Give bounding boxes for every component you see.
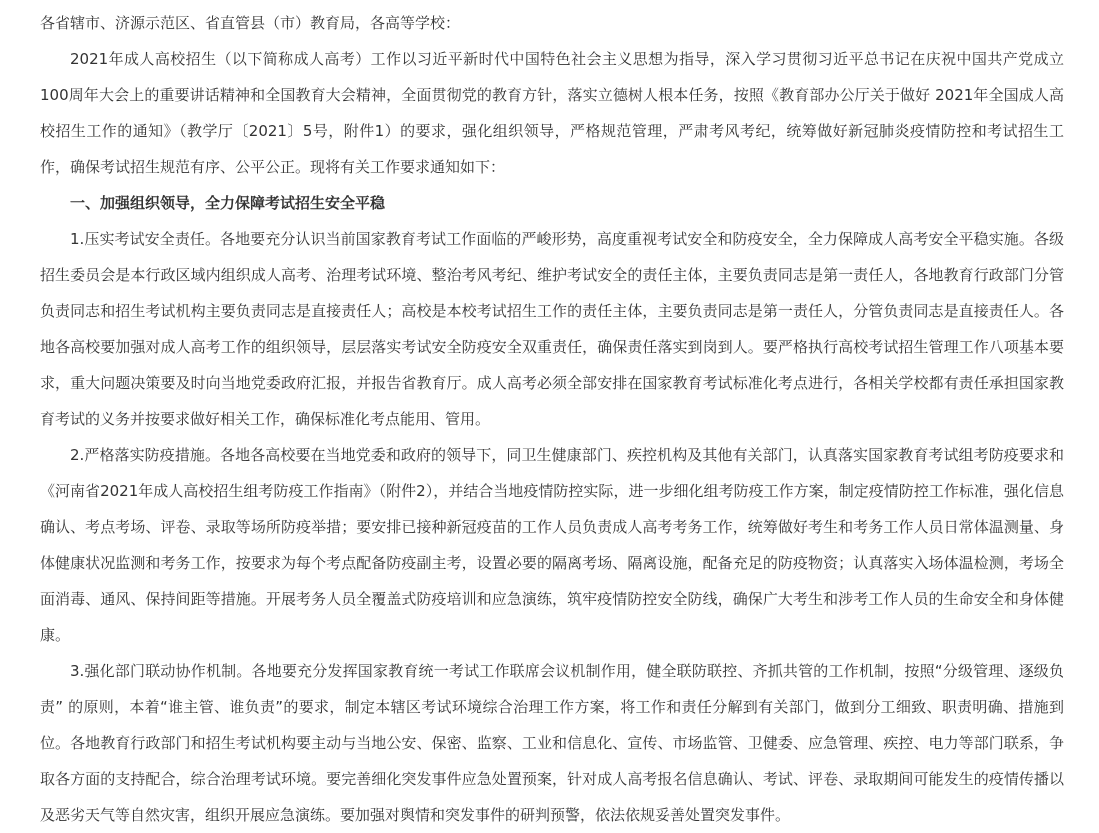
intro-paragraph: 2021年成人高校招生（以下简称成人高考）工作以习近平新时代中国特色社会主义思想为指导，深入学习贯彻习近平总书记在庆祝中国共产党成立100周年大会上的重要讲话精神和全国教育大会精神，全面贯彻党的教育方针，落实立德树人根本任务，按照《教育部办公厅关于做好 2021年全国成人高校招生工作的通知》（教学厅〔2021〕5号，附件1）的要求，强化组织领导，严格规范管理，严肃考风考纪，统筹做好新冠肺炎疫情防控和考试招生工作，确保考试招生规范有序、公平公正。现将有关工作要求通知如下： [40,50,1064,176]
paragraph-item-3: 3.强化部门联动协作机制。各地要充分发挥国家教育统一考试工作联席会议机制作用，健全联防联控、齐抓共管的工作机制，按照“分级管理、逐级负责” 的原则，本着“谁主管、谁负责”的要求，制定本辖区考试环境综合治理工作方案，将工作和责任分解到有关部门，做到分工细致、职责明确、措施到位。各地教育行政部门和招生考试机构要主动与当地公安、保密、监察、工业和信息化、宣传、市场监管、卫健委、应急管理、疾控、电力等部门联系，争取各方面的支持配合，综合治理考试环境。要完善细化突发事件应急处置预案，针对成人高考报名信息确认、考试、评卷、录取期间可能发生的疫情传播以及恶劣天气等自然灾害，组织开展应急演练。要加强对舆情和突发事件的研判预警，依法依规妥善处置突发事件。 [40,662,1064,824]
section-heading-1: 一、加强组织领导，全力保障考试招生安全平稳 [70,194,386,212]
paragraph-item-1: 1.压实考试安全责任。各地要充分认识当前国家教育考试工作面临的严峻形势，高度重视考试安全和防疫安全，全力保障成人高考安全平稳实施。各级招生委员会是本行政区域内组织成人高考、治理考试环境、整治考风考纪、维护考试安全的责任主体，主要负责同志是第一责任人，各地教育行政部门分管负责同志和招生考试机构主要负责同志是直接责任人；高校是本校考试招生工作的责任主体，主要负责同志是第一责任人，分管负责同志是直接责任人。各地各高校要加强对成人高考工作的组织领导，层层落实考试安全防疫安全双重责任，确保责任落实到岗到人。要严格执行高校考试招生管理工作八项基本要求，重大问题决策要及时向当地党委政府汇报，并报告省教育厅。成人高考必须全部安排在国家教育考试标准化考点进行，各相关学校都有责任承担国家教育考试的义务并按要求做好相关工作，确保标准化考点能用、管用。 [40,230,1064,428]
salutation: 各省辖市、济源示范区、省直管县（市）教育局，各高等学校： [40,14,461,32]
paragraph-item-2: 2.严格落实防疫措施。各地各高校要在当地党委和政府的领导下，同卫生健康部门、疾控机构及其他有关部门，认真落实国家教育考试组考防疫要求和《河南省2021年成人高校招生组考防疫工作指南》（附件2），并结合当地疫情防控实际，进一步细化组考防疫工作方案，制定疫情防控工作标准，强化信息确认、考点考场、评卷、录取等场所防疫举措；要安排已接种新冠疫苗的工作人员负责成人高考考务工作，统筹做好考生和考务工作人员日常体温测量、身体健康状况监测和考务工作，按要求为每个考点配备防疫副主考，设置必要的隔离考场、隔离设施，配备充足的防疫物资；认真落实入场体温检测，考场全面消毒、通风、保持间距等措施。开展考务人员全覆盖式防疫培训和应急演练，筑牢疫情防控安全防线，确保广大考生和涉考工作人员的生命安全和身体健康。 [40,446,1064,644]
